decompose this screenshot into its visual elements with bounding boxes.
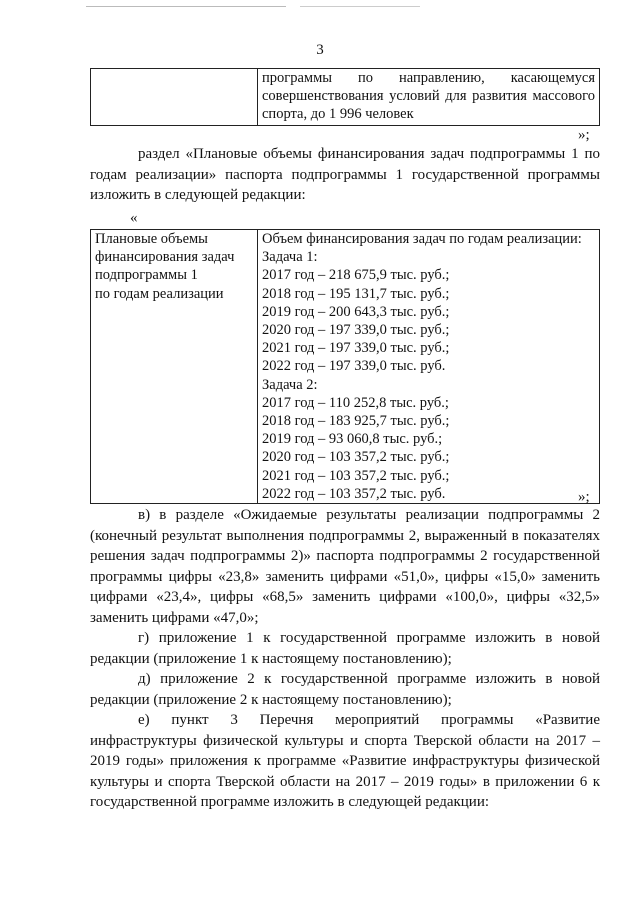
- paragraph-e: е) пункт 3 Перечня мероприятий программы «Развитие инфраструктуры физической культуры и спорта Тверской области на 2017 – 2019 годы» приложения к программе «Развитие инфраструктуры физической культуры и спорта Тверской области на 2017 – 2019 годы» в приложении 6 к государственной программе изложить в следующей редакции:: [90, 712, 600, 810]
- amendments-body: [90, 505, 600, 813]
- financing-label-line: подпрограммы 1: [95, 267, 198, 284]
- financing-value-line: 2019 год – 200 643,3 тыс. руб.;: [262, 303, 450, 320]
- financing-label-line: по годам реализации: [95, 285, 224, 302]
- financing-value-line: 2017 год – 218 675,9 тыс. руб.;: [262, 267, 450, 284]
- financing-label-line: Плановые объемы: [95, 231, 208, 247]
- financing-label-cell: [91, 230, 258, 504]
- closing-quote: »;: [578, 489, 590, 505]
- financing-value-line: Задача 2:: [262, 376, 318, 393]
- financing-value-line: 2019 год – 93 060,8 тыс. руб.;: [262, 431, 443, 448]
- financing-value-line: 2021 год – 103 357,2 тыс. руб.;: [262, 467, 450, 484]
- table1-right-cell: программы по направлению, касающемуся совершенствования условий для развития массового спорта, до 1 996 человек: [258, 69, 600, 126]
- financing-values-cell: [258, 230, 600, 504]
- financing-value-line: 2021 год – 197 339,0 тыс. руб.;: [262, 340, 450, 357]
- financing-value-line: Объем финансирования задач по годам реализации:: [262, 231, 582, 247]
- financing-value-line: 2018 год – 195 131,7 тыс. руб.;: [262, 285, 450, 302]
- financing-label-line: финансирования задач: [95, 249, 235, 266]
- financing-value-line: 2020 год – 103 357,2 тыс. руб.;: [262, 449, 450, 466]
- passport-table-fragment: [90, 68, 600, 126]
- financing-value-line: 2018 год – 183 925,7 тыс. руб.;: [262, 413, 450, 430]
- table1-left-cell: [91, 69, 258, 126]
- financing-value-line: 2022 год – 197 339,0 тыс. руб.: [262, 358, 446, 375]
- financing-table: [90, 229, 600, 504]
- scan-artifact-line: [86, 6, 286, 7]
- financing-value-line: 2020 год – 197 339,0 тыс. руб.;: [262, 322, 450, 339]
- opening-quote: «: [130, 210, 138, 226]
- paragraph-d: д) приложение 2 к государственной программе изложить в новой редакции (приложение 2 к настоящему постановлению);: [90, 671, 600, 708]
- closing-quote: »;: [578, 127, 590, 143]
- financing-value-line: 2022 год – 103 357,2 тыс. руб.: [262, 485, 446, 502]
- paragraph-v: в) в разделе «Ожидаемые результаты реализации подпрограммы 2 (конечный результат выполнения подпрограммы 2, выраженный в показателях решения задач подпрограммы 2)» паспорта подпрограммы 2 государственной программы цифры «23,8» заменить цифрами «51,0», цифры «15,0» заменить цифрами «23,4», цифры «68,5» заменить цифрами «100,0», цифры «32,5» заменить цифрами «47,0»;: [90, 507, 600, 626]
- scan-artifact-line: [300, 6, 420, 7]
- page-number: 3: [316, 42, 324, 58]
- financing-value-line: 2017 год – 110 252,8 тыс. руб.;: [262, 394, 449, 411]
- paragraph-section-replace: раздел «Плановые объемы финансирования задач подпрограммы 1 по годам реализации» паспорта подпрограммы 1 государственной программы изложить в следующей редакции:: [90, 146, 600, 203]
- financing-value-line: Задача 1:: [262, 249, 318, 266]
- paragraph-g: г) приложение 1 к государственной программе изложить в новой редакции (приложение 1 к настоящему постановлению);: [90, 630, 600, 667]
